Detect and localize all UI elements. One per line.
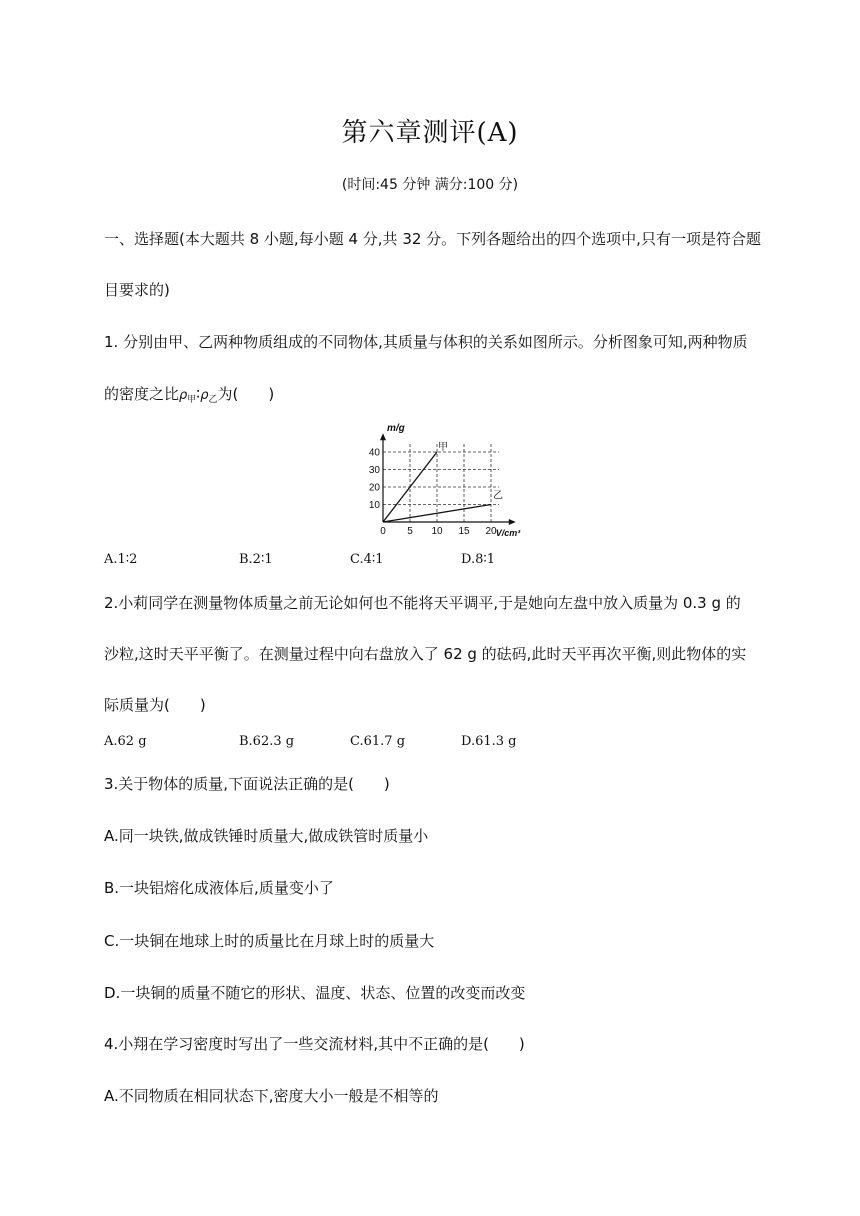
q3-option-a: A.同一块铁,做成铁锤时质量大,做成铁管时质量小 bbox=[104, 827, 429, 845]
q4-stem: 4.小翔在学习密度时写出了一些交流材料,其中不正确的是( ) bbox=[104, 1035, 525, 1053]
y-axis-arrow-icon bbox=[380, 433, 386, 440]
section-heading-line1: 一、选择题(本大题共 8 小题,每小题 4 分,共 32 分。下列各题给出的四个选项中,只有一项是符合题 bbox=[104, 230, 761, 248]
q1-stem-suffix: 为( ) bbox=[217, 385, 275, 403]
q1-option-b: B.2∶1 bbox=[239, 552, 273, 567]
q2-option-a: A.62 g bbox=[104, 734, 147, 749]
y-tick-label-10: 10 bbox=[368, 500, 380, 511]
rho-symbol-a: ρ bbox=[179, 388, 188, 403]
x-axis-arrow-icon bbox=[509, 519, 516, 525]
q3-stem: 3.关于物体的质量,下面说法正确的是( ) bbox=[104, 775, 390, 793]
q2-option-c: C.61.7 g bbox=[350, 734, 406, 749]
y-tick-label-30: 30 bbox=[368, 465, 380, 476]
q3-option-c: C.一块铜在地球上时的质量比在月球上时的质量大 bbox=[104, 932, 435, 950]
rho-symbol-b: ρ bbox=[200, 388, 209, 403]
series-label-yi: 乙 bbox=[493, 490, 503, 502]
exam-info: (时间:45 分钟 满分:100 分) bbox=[341, 177, 519, 193]
x-tick-label-10: 10 bbox=[431, 526, 443, 537]
subscript-yi: 乙 bbox=[208, 395, 218, 405]
q1-option-c: C.4∶1 bbox=[350, 552, 384, 567]
mass-volume-chart bbox=[350, 420, 521, 542]
q2-stem-line3: 际质量为( ) bbox=[104, 696, 206, 714]
q1-stem-line2 bbox=[104, 383, 274, 405]
q2-stem-line1: 2.小莉同学在测量物体质量之前无论如何也不能将天平调平,于是她向左盘中放入质量为 0.3 g 的 bbox=[104, 594, 741, 612]
q2-option-b: B.62.3 g bbox=[239, 734, 295, 749]
y-tick-label-40: 40 bbox=[368, 447, 380, 459]
x-tick-label-20: 20 bbox=[485, 526, 497, 537]
y-axis-label: m/g bbox=[387, 423, 405, 434]
page-title: 第六章测评(A) bbox=[341, 118, 519, 148]
q3-option-d: D.一块铜的质量不随它的形状、温度、状态、位置的改变而改变 bbox=[104, 984, 526, 1002]
x-tick-label-5: 5 bbox=[407, 526, 413, 537]
q2-stem-line2: 沙粒,这时天平平衡了。在测量过程中向右盘放入了 62 g 的砝码,此时天平再次平衡,则此物体的实 bbox=[104, 645, 747, 663]
x-axis-label: V/cm³ bbox=[495, 528, 521, 538]
x-tick-label-0: 0 bbox=[380, 526, 386, 537]
q1-option-d: D.8∶1 bbox=[461, 552, 496, 567]
q1-stem-line1: 1. 分别由甲、乙两种物质组成的不同物体,其质量与体积的关系如图所示。分析图象可知,两种物质 bbox=[104, 333, 748, 351]
series-label-jia: 甲 bbox=[438, 442, 448, 453]
subscript-jia: 甲 bbox=[187, 395, 197, 405]
ratio-separator: ∶ bbox=[196, 385, 201, 403]
q2-option-d: D.61.3 g bbox=[461, 734, 517, 749]
q1-option-a: A.1∶2 bbox=[104, 552, 138, 567]
q4-option-a: A.不同物质在相同状态下,密度大小一般是不相等的 bbox=[104, 1087, 439, 1105]
y-tick-label-20: 20 bbox=[368, 482, 380, 494]
q1-stem-prefix: 的密度之比 bbox=[104, 385, 180, 403]
x-tick-label-15: 15 bbox=[458, 526, 470, 537]
q3-option-b: B.一块铝熔化成液体后,质量变小了 bbox=[104, 879, 334, 897]
section-heading-line2: 目要求的) bbox=[104, 281, 170, 299]
